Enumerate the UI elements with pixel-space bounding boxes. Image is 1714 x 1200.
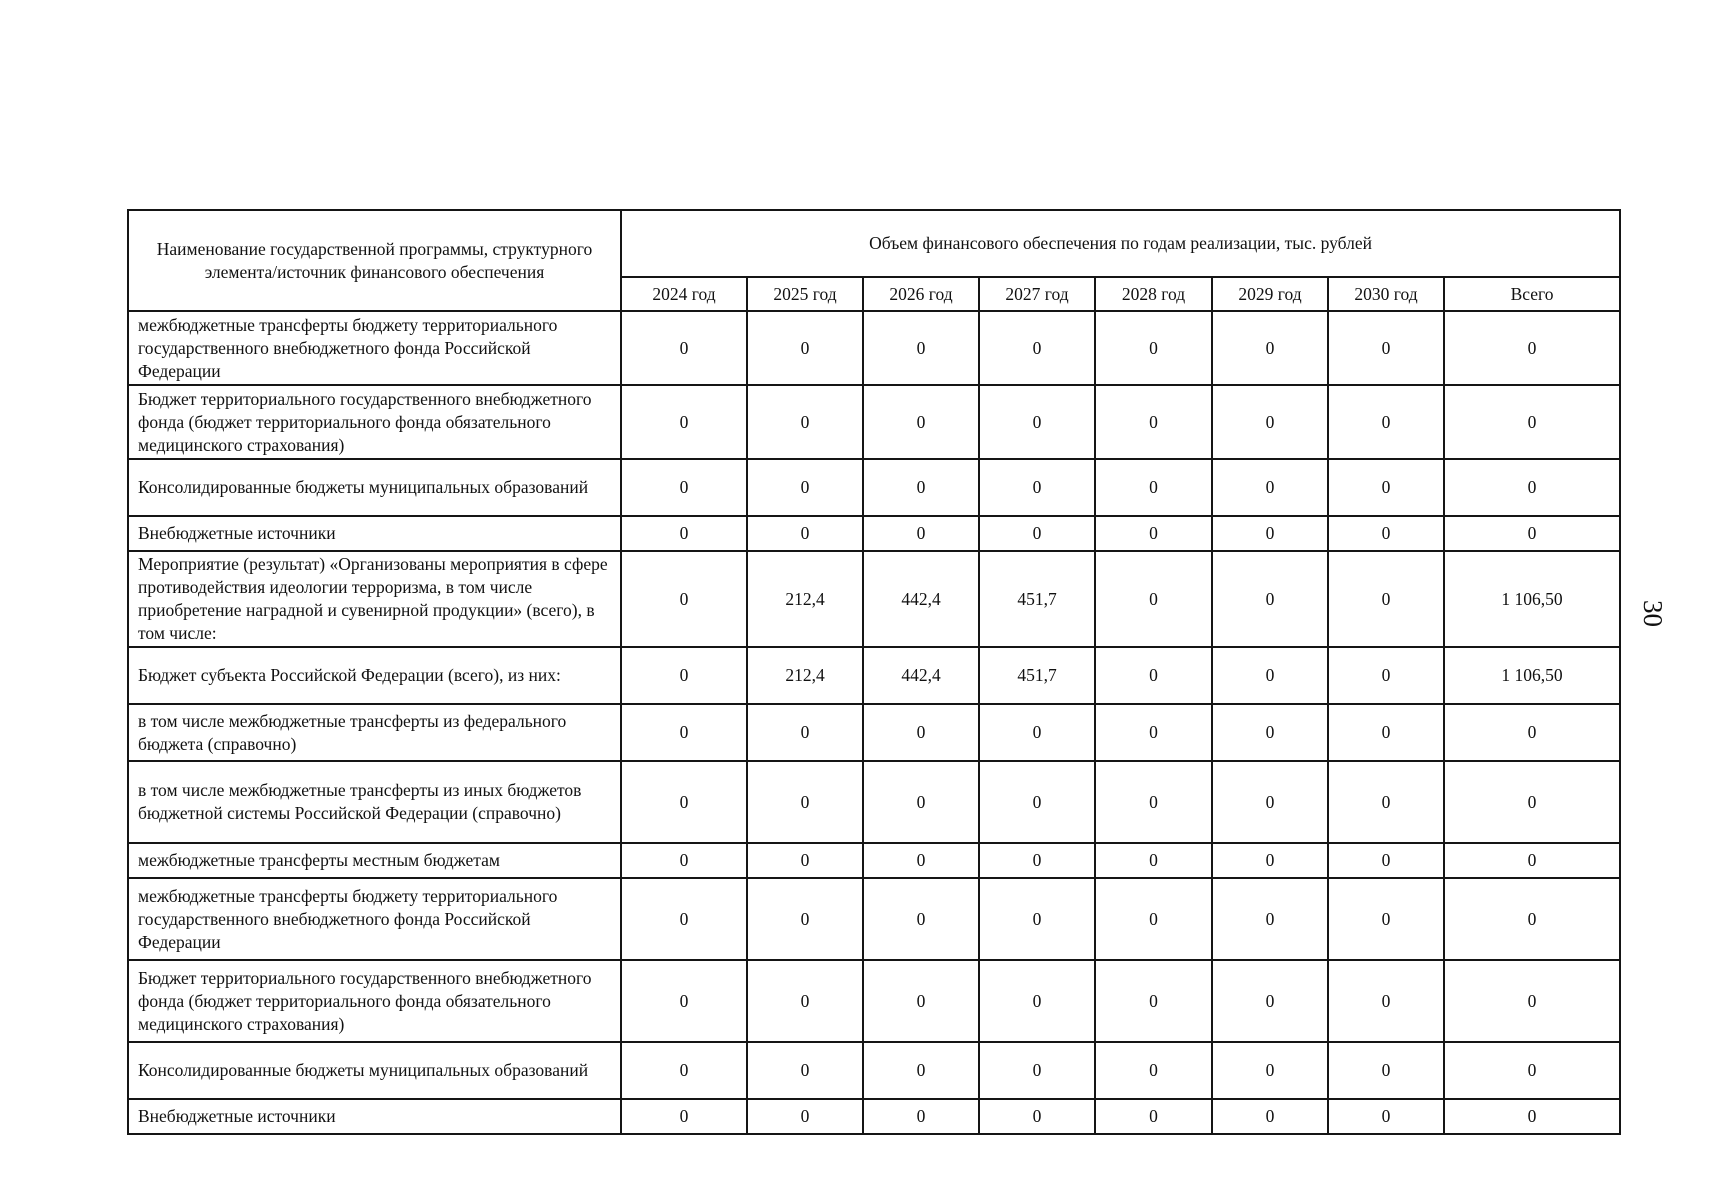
table-row [128, 459, 1620, 516]
row-year-value: 0 [1328, 516, 1444, 551]
row-year-value: 0 [1212, 878, 1328, 960]
row-year-value: 0 [1095, 385, 1212, 459]
row-year-value: 0 [1328, 843, 1444, 878]
row-year-value: 0 [747, 311, 863, 385]
row-total-value: 1 106,50 [1444, 647, 1620, 704]
table-body [128, 311, 1620, 1134]
row-label: Бюджет субъекта Российской Федерации (всего), из них: [128, 647, 621, 704]
row-label: Консолидированные бюджеты муниципальных образований [128, 1042, 621, 1099]
row-total-value: 0 [1444, 960, 1620, 1042]
row-year-value: 0 [747, 960, 863, 1042]
year-header-2027: 2027 год [979, 277, 1095, 311]
year-header-2029: 2029 год [1212, 277, 1328, 311]
row-year-value: 0 [1328, 647, 1444, 704]
row-year-value: 0 [621, 843, 747, 878]
row-label: межбюджетные трансферты местным бюджетам [128, 843, 621, 878]
row-year-value: 0 [863, 459, 979, 516]
table-row [128, 1099, 1620, 1134]
row-year-value: 0 [621, 704, 747, 761]
row-label: Бюджет территориального государственного внебюджетного фонда (бюджет территориального фонда обязательного медицинского страхования) [128, 385, 621, 459]
row-year-value: 0 [863, 1099, 979, 1134]
year-header-2028: 2028 год [1095, 277, 1212, 311]
row-year-value: 0 [1095, 647, 1212, 704]
row-year-value: 0 [979, 761, 1095, 843]
row-year-value: 0 [1095, 459, 1212, 516]
row-year-value: 0 [1212, 647, 1328, 704]
row-year-value: 0 [1328, 311, 1444, 385]
row-year-value: 0 [863, 516, 979, 551]
row-year-value: 0 [1328, 761, 1444, 843]
table-row [128, 516, 1620, 551]
row-year-value: 0 [1328, 960, 1444, 1042]
row-year-value: 0 [1095, 1042, 1212, 1099]
table-row [128, 1042, 1620, 1099]
row-year-value: 0 [1212, 704, 1328, 761]
row-year-value: 0 [621, 311, 747, 385]
row-year-value: 0 [979, 1042, 1095, 1099]
row-year-value: 0 [1095, 761, 1212, 843]
row-year-value: 0 [1212, 761, 1328, 843]
row-total-value: 0 [1444, 385, 1620, 459]
row-year-value: 0 [863, 311, 979, 385]
row-year-value: 0 [1328, 878, 1444, 960]
row-total-value: 0 [1444, 761, 1620, 843]
row-year-value: 0 [863, 878, 979, 960]
row-label: Бюджет территориального государственного внебюджетного фонда (бюджет территориального фонда обязательного медицинского страхования) [128, 960, 621, 1042]
page-number: 30 [1638, 600, 1668, 627]
row-year-value: 0 [621, 878, 747, 960]
row-year-value: 0 [621, 647, 747, 704]
row-total-value: 0 [1444, 516, 1620, 551]
row-total-value: 0 [1444, 1042, 1620, 1099]
row-label: Внебюджетные источники [128, 1099, 621, 1134]
row-year-value: 0 [1095, 960, 1212, 1042]
row-year-value: 0 [747, 1042, 863, 1099]
row-year-value: 0 [1328, 1099, 1444, 1134]
total-header: Всего [1444, 277, 1620, 311]
row-year-value: 0 [747, 843, 863, 878]
row-year-value: 0 [1212, 516, 1328, 551]
row-year-value: 0 [1212, 1099, 1328, 1134]
row-year-value: 0 [747, 704, 863, 761]
row-year-value: 0 [747, 761, 863, 843]
row-year-value: 212,4 [747, 647, 863, 704]
table-row [128, 551, 1620, 647]
table-row [128, 704, 1620, 761]
row-total-value: 1 106,50 [1444, 551, 1620, 647]
row-year-value: 0 [1328, 704, 1444, 761]
row-year-value: 0 [621, 516, 747, 551]
row-year-value: 0 [621, 385, 747, 459]
row-total-value: 0 [1444, 459, 1620, 516]
table-row [128, 761, 1620, 843]
row-year-value: 0 [621, 960, 747, 1042]
row-year-value: 0 [1212, 551, 1328, 647]
row-year-value: 0 [621, 1042, 747, 1099]
row-year-value: 442,4 [863, 551, 979, 647]
row-year-value: 0 [979, 843, 1095, 878]
row-year-value: 0 [979, 311, 1095, 385]
row-total-value: 0 [1444, 311, 1620, 385]
program-name-header: Наименование государственной программы, структурного элемента/источник финансового обеспечения [128, 210, 621, 311]
row-label: Внебюджетные источники [128, 516, 621, 551]
row-total-value: 0 [1444, 843, 1620, 878]
row-year-value: 451,7 [979, 647, 1095, 704]
row-year-value: 0 [1095, 516, 1212, 551]
financing-volume-header: Объем финансового обеспечения по годам реализации, тыс. рублей [621, 210, 1620, 277]
row-year-value: 0 [863, 843, 979, 878]
row-year-value: 0 [1328, 551, 1444, 647]
row-year-value: 0 [1212, 960, 1328, 1042]
row-year-value: 442,4 [863, 647, 979, 704]
row-year-value: 0 [979, 704, 1095, 761]
row-year-value: 0 [1095, 704, 1212, 761]
row-year-value: 0 [1212, 459, 1328, 516]
row-year-value: 0 [1095, 878, 1212, 960]
table-row [128, 843, 1620, 878]
row-label: Консолидированные бюджеты муниципальных образований [128, 459, 621, 516]
row-year-value: 0 [621, 551, 747, 647]
row-year-value: 0 [979, 960, 1095, 1042]
row-year-value: 0 [1095, 843, 1212, 878]
row-year-value: 0 [863, 1042, 979, 1099]
financing-table [127, 209, 1621, 1135]
table-row [128, 647, 1620, 704]
row-year-value: 0 [863, 761, 979, 843]
row-year-value: 0 [1212, 311, 1328, 385]
row-year-value: 0 [1212, 843, 1328, 878]
row-label: в том числе межбюджетные трансферты из федерального бюджета (справочно) [128, 704, 621, 761]
row-total-value: 0 [1444, 1099, 1620, 1134]
row-year-value: 0 [1328, 459, 1444, 516]
row-year-value: 0 [747, 878, 863, 960]
year-header-2026: 2026 год [863, 277, 979, 311]
year-header-2025: 2025 год [747, 277, 863, 311]
row-year-value: 0 [863, 385, 979, 459]
row-year-value: 0 [863, 704, 979, 761]
row-year-value: 0 [747, 385, 863, 459]
row-year-value: 0 [979, 516, 1095, 551]
row-year-value: 0 [979, 878, 1095, 960]
table-row [128, 385, 1620, 459]
row-total-value: 0 [1444, 878, 1620, 960]
row-year-value: 0 [621, 459, 747, 516]
table-row [128, 311, 1620, 385]
year-header-2030: 2030 год [1328, 277, 1444, 311]
row-year-value: 0 [1095, 551, 1212, 647]
row-year-value: 0 [863, 960, 979, 1042]
row-year-value: 0 [621, 1099, 747, 1134]
row-year-value: 0 [1328, 1042, 1444, 1099]
row-year-value: 0 [747, 1099, 863, 1134]
year-header-2024: 2024 год [621, 277, 747, 311]
row-year-value: 0 [1095, 311, 1212, 385]
row-label: межбюджетные трансферты бюджету территориального государственного внебюджетного фонда Российской Федерации [128, 878, 621, 960]
row-label: межбюджетные трансферты бюджету территориального государственного внебюджетного фонда Российской Федерации [128, 311, 621, 385]
row-year-value: 0 [747, 459, 863, 516]
row-total-value: 0 [1444, 704, 1620, 761]
table-row [128, 960, 1620, 1042]
row-year-value: 0 [747, 516, 863, 551]
row-label: Мероприятие (результат) «Организованы мероприятия в сфере противодействия идеологии терроризма, в том числе приобретение наградной и сувенирной продукции» (всего), в том числе: [128, 551, 621, 647]
row-year-value: 0 [979, 1099, 1095, 1134]
row-year-value: 0 [1328, 385, 1444, 459]
table-row [128, 878, 1620, 960]
row-year-value: 451,7 [979, 551, 1095, 647]
row-year-value: 0 [1095, 1099, 1212, 1134]
row-year-value: 212,4 [747, 551, 863, 647]
row-year-value: 0 [621, 761, 747, 843]
row-year-value: 0 [979, 385, 1095, 459]
row-year-value: 0 [1212, 1042, 1328, 1099]
row-year-value: 0 [1212, 385, 1328, 459]
row-year-value: 0 [979, 459, 1095, 516]
row-label: в том числе межбюджетные трансферты из иных бюджетов бюджетной системы Российской Федерации (справочно) [128, 761, 621, 843]
